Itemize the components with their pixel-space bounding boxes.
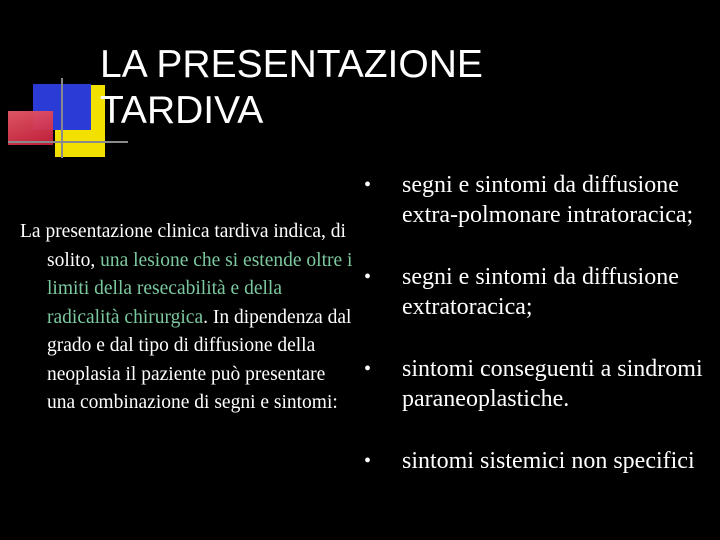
left-paragraph [20,218,355,418]
bullet-text: sintomi conseguenti a sindromi paraneoplastiche. [402,356,703,412]
paragraph-text-start: La presentazione clinica tardiva indica, di solito, [20,221,346,271]
decorative-vertical-line [61,78,63,158]
bullet-item [364,262,714,322]
bullet-text: segni e sintomi da diffusione extra-polmonare intratoracica; [402,172,694,228]
slide-title [100,42,483,134]
bullet-item [364,354,714,414]
bullet-item [364,446,714,476]
bullet-marker: • [364,266,372,288]
decorative-red-square [8,111,53,145]
bullet-text: sintomi sistemici non specifici [402,448,695,474]
decorative-horizontal-line [8,141,128,143]
bullet-text: segni e sintomi da diffusione extratoracica; [402,264,679,320]
bullet-marker: • [364,450,372,472]
bullet-marker: • [364,174,372,196]
paragraph-text-end: . In dipendenza dal grado e dal tipo di diffusione della neoplasia il paziente può presentare una combinazione di segni e sintomi: [47,306,352,413]
bullet-list [364,170,714,476]
slide-title-line1: LA PRESENTAZIONE [100,43,483,86]
bullet-item [364,170,714,230]
bullet-marker: • [364,358,372,380]
slide-title-line2: TARDIVA [100,89,264,132]
paragraph-highlight: una lesione che si estende oltre i limiti della resecabilità e della radicalità chirurgica [47,249,353,328]
